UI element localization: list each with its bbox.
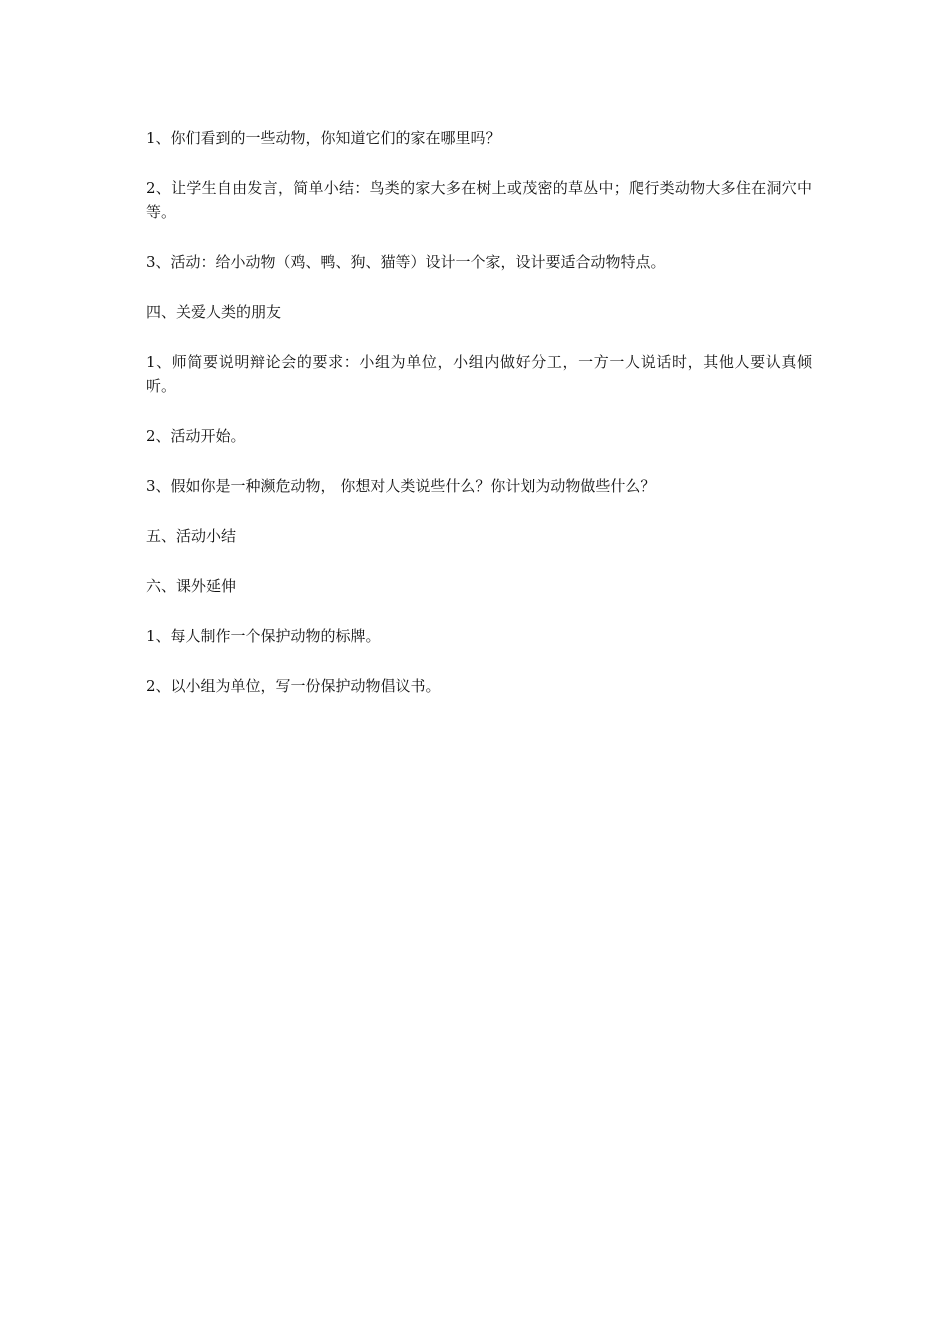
paragraph-design-activity: 3、活动：给小动物（鸡、鸭、狗、猫等）设计一个家，设计要适合动物特点。	[146, 253, 666, 271]
paragraph-make-sign: 1、每人制作一个保护动物的标牌。	[146, 627, 381, 645]
paragraph-activity-start: 2、活动开始。	[146, 427, 246, 445]
paragraph-write-proposal: 2、以小组为单位，写一份保护动物倡议书。	[146, 677, 441, 695]
paragraph-endangered-animal: 3、假如你是一种濒危动物， 你想对人类说些什么？你计划为动物做些什么？	[146, 477, 656, 495]
paragraph-debate-requirements: 1、师简要说明辩论会的要求：小组为单位，小组内做好分工，一方一人说话时，其他人要认真倾听。	[146, 353, 812, 395]
section-heading-activity-summary: 五、活动小结	[146, 527, 237, 545]
paragraph-student-discussion: 2、让学生自由发言，简单小结：鸟类的家大多在树上或茂密的草丛中；爬行类动物大多住在洞穴中等。	[146, 179, 812, 221]
section-heading-care-for-friends: 四、关爱人类的朋友	[146, 303, 282, 321]
paragraph-question-animal-homes: 1、你们看到的一些动物，你知道它们的家在哪里吗？	[146, 129, 501, 147]
section-heading-extension: 六、课外延伸	[146, 577, 237, 595]
document-body	[146, 126, 812, 724]
